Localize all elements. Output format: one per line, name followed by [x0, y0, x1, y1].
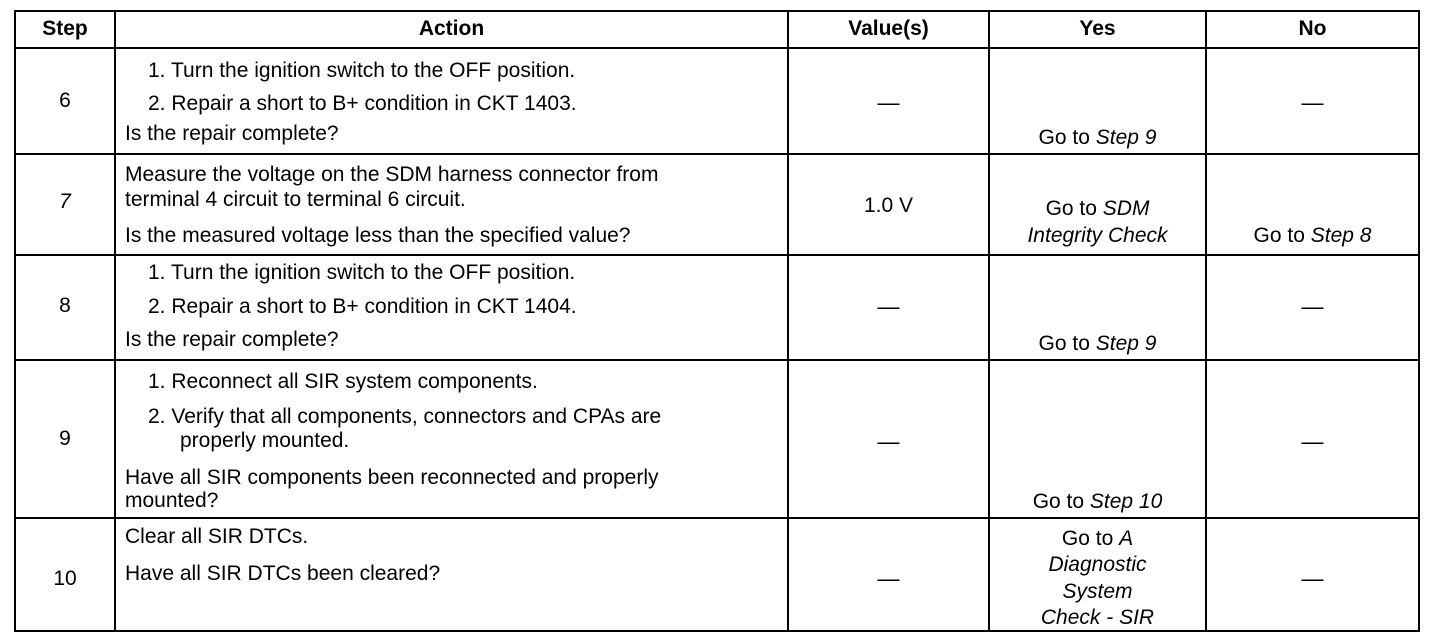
goto-prefix: Go to — [1038, 332, 1096, 355]
no-dash: — — [1301, 566, 1324, 591]
column-divider — [114, 10, 116, 632]
value-dash: — — [877, 294, 900, 319]
row-divider — [14, 153, 1420, 155]
no-dash: — — [1301, 294, 1324, 319]
action-item: 1. Turn the ignition switch to the OFF position. — [148, 261, 576, 284]
goto-prefix: Go to — [1045, 197, 1103, 220]
step-number-italic: 7 — [59, 190, 71, 213]
no-dash: — — [1301, 90, 1324, 115]
action-item: 1. Turn the ignition switch to the OFF position. — [148, 59, 576, 82]
goto-prefix: Go to — [1038, 126, 1096, 149]
header-values: Value(s) — [848, 17, 929, 40]
table-border-bottom — [14, 630, 1420, 632]
action-item-continued: properly mounted. — [180, 429, 350, 452]
step-number: 6 — [59, 89, 71, 112]
link-text[interactable]: A — [1119, 527, 1134, 550]
step-link[interactable]: Step 9 — [1095, 126, 1157, 149]
action-question: Is the measured voltage less than the specified value? — [125, 224, 631, 247]
step-link[interactable]: Step 8 — [1310, 224, 1372, 247]
link-text[interactable]: Check - SIR — [1040, 606, 1155, 629]
step-number: 9 — [59, 427, 71, 450]
action-item: 2. Repair a short to B+ condition in CKT 1403. — [148, 92, 577, 115]
step-link[interactable]: Step 10 — [1089, 490, 1163, 513]
action-question: Have all SIR components been reconnected and properly — [125, 466, 659, 489]
row-divider — [14, 254, 1420, 256]
action-text: terminal 4 circuit to terminal 6 circuit. — [125, 188, 466, 211]
yes-goto[interactable] — [990, 331, 1205, 356]
link-text[interactable]: Integrity Check — [1027, 224, 1168, 247]
value-text: 1.0 V — [863, 194, 914, 217]
yes-goto-line2[interactable] — [990, 552, 1205, 577]
action-text: Measure the voltage on the SDM harness connector from — [125, 163, 659, 186]
goto-prefix: Go to — [1032, 490, 1090, 513]
step-number: 8 — [59, 294, 71, 317]
no-goto[interactable] — [1207, 223, 1418, 248]
header-yes: Yes — [1079, 17, 1116, 40]
action-question: Is the repair complete? — [125, 328, 339, 351]
yes-goto-line4[interactable] — [990, 605, 1205, 630]
link-text[interactable]: System — [1062, 580, 1133, 603]
header-action: Action — [418, 17, 485, 40]
action-question: mounted? — [125, 489, 219, 512]
action-item: 1. Reconnect all SIR system components. — [148, 370, 538, 393]
header-divider — [14, 47, 1420, 49]
row-divider — [14, 517, 1420, 519]
action-text: Clear all SIR DTCs. — [125, 525, 309, 548]
no-dash: — — [1301, 429, 1324, 454]
yes-goto-line2[interactable] — [990, 223, 1205, 248]
step-number: 10 — [53, 567, 77, 590]
table-border-right — [1418, 10, 1420, 632]
action-item: 2. Repair a short to B+ condition in CKT 1404. — [148, 295, 577, 318]
yes-goto[interactable] — [990, 125, 1205, 150]
action-question: Have all SIR DTCs been cleared? — [125, 562, 441, 585]
yes-goto[interactable] — [990, 526, 1205, 551]
value-dash: — — [877, 566, 900, 591]
yes-goto[interactable] — [990, 489, 1205, 514]
yes-goto-line3[interactable] — [990, 579, 1205, 604]
row-divider — [14, 359, 1420, 361]
link-text[interactable]: SDM — [1102, 197, 1150, 220]
header-step: Step — [42, 17, 88, 40]
step-link[interactable]: Step 9 — [1095, 332, 1157, 355]
value-dash: — — [877, 429, 900, 454]
value-dash: — — [877, 90, 900, 115]
goto-prefix: Go to — [1061, 527, 1120, 550]
link-text[interactable]: Diagnostic — [1048, 553, 1147, 576]
goto-prefix: Go to — [1253, 224, 1311, 247]
action-item: 2. Verify that all components, connectors and CPAs are — [148, 405, 662, 428]
yes-goto[interactable] — [990, 196, 1205, 221]
header-no: No — [1298, 17, 1327, 40]
action-question: Is the repair complete? — [125, 122, 339, 145]
step-number — [16, 189, 114, 214]
